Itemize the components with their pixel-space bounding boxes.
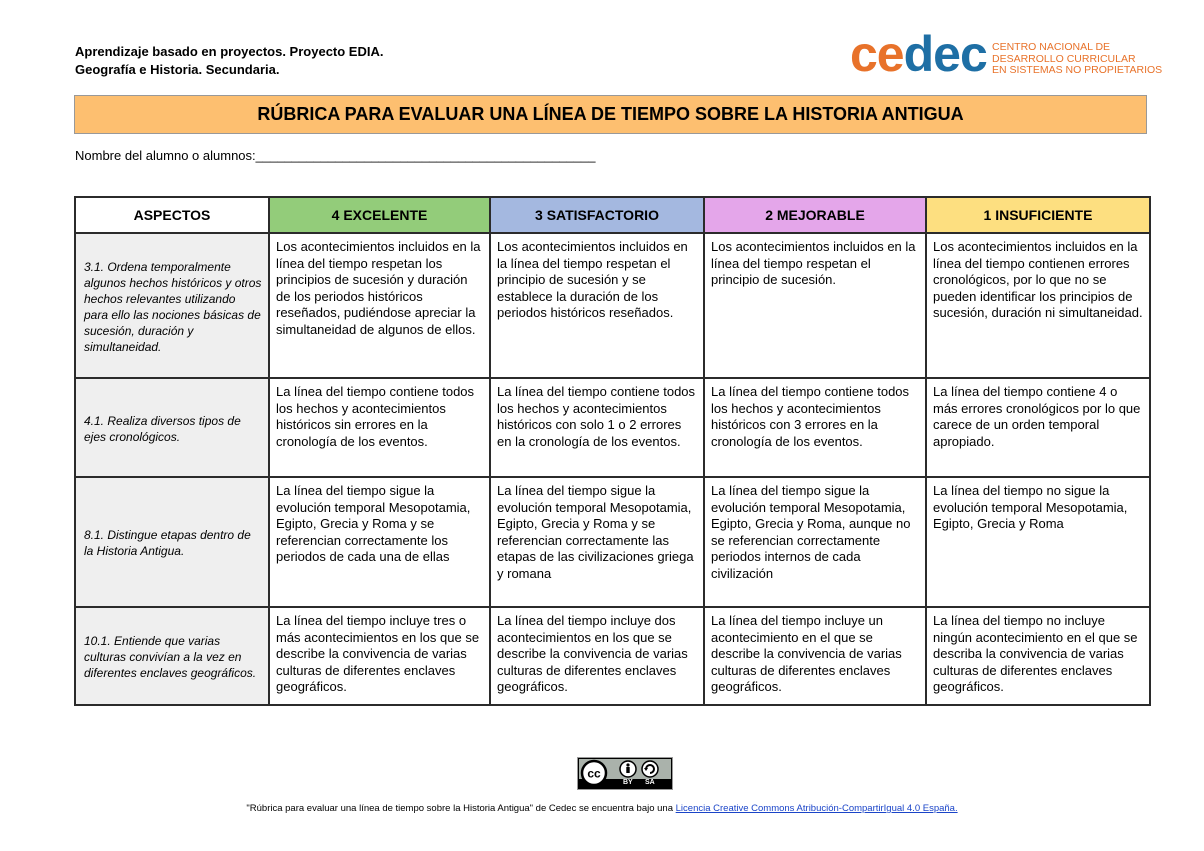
criterion-cell: La línea del tiempo contiene todos los hechos y acontecimientos históricos con solo 1 o 2 errores en la cronología de los eventos.: [490, 378, 704, 477]
header-line-project: Aprendizaje basado en proyectos. Proyecto EDIA.: [75, 44, 384, 59]
criterion-cell: Los acontecimientos incluidos en la línea del tiempo respetan el principio de sucesión.: [704, 233, 926, 378]
header-line-subject: Geografía e Historia. Secundaria.: [75, 62, 280, 77]
criterion-cell: Los acontecimientos incluidos en la línea del tiempo respetan los principios de sucesión y duración de los periodos históricos reseñados, pudiéndose apreciar la simultaneidad de algunos de ellos.: [269, 233, 490, 378]
cc-by-sa-icon: [577, 757, 673, 790]
license-link[interactable]: Licencia Creative Commons Atribución-CompartirIgual 4.0 España.: [675, 803, 958, 814]
criterion-cell: La línea del tiempo incluye tres o más acontecimientos en los que se describe la convivencia de varias culturas de diferentes enclaves geográficos.: [269, 607, 490, 705]
table-row: [75, 233, 1150, 378]
cc-by-label: BY: [623, 779, 633, 786]
aspect-cell: 10.1. Entiende que varias culturas convivían a la vez en diferentes enclaves geográficos.: [75, 607, 269, 705]
criterion-cell: La línea del tiempo sigue la evolución temporal Mesopotamia, Egipto, Grecia y Roma y se referencian correctamente las etapas de las civilizaciones griega y romana: [490, 477, 704, 607]
criterion-cell: La línea del tiempo incluye dos acontecimientos en los que se describe la convivencia de varias culturas de diferentes enclaves geográficos.: [490, 607, 704, 705]
criterion-cell: La línea del tiempo sigue la evolución temporal Mesopotamia, Egipto, Grecia y Roma, aunque no se referencian correctamente periodos internos de cada civilización: [704, 477, 926, 607]
table-header-row: [75, 197, 1150, 233]
aspect-cell: 4.1. Realiza diversos tipos de ejes cronológicos.: [75, 378, 269, 477]
criterion-cell: La línea del tiempo incluye un acontecimiento en el que se describe la convivencia de varias culturas de diferentes enclaves geográficos.: [704, 607, 926, 705]
criterion-cell: La línea del tiempo no sigue la evolución temporal Mesopotamia, Egipto, Grecia y Roma: [926, 477, 1150, 607]
student-name-line: Nombre del alumno o alumnos:_______________________________________________: [75, 148, 596, 163]
table-row: [75, 477, 1150, 607]
rubric-table: [74, 196, 1151, 706]
aspect-cell: 8.1. Distingue etapas dentro de la Historia Antigua.: [75, 477, 269, 607]
criterion-cell: Los acontecimientos incluidos en la línea del tiempo respetan el principio de sucesión y se establece la duración de los periodos históricos reseñados.: [490, 233, 704, 378]
header-satisfactorio: 3 SATISFACTORIO: [490, 197, 704, 233]
rubric-title: RÚBRICA PARA EVALUAR UNA LÍNEA DE TIEMPO SOBRE LA HISTORIA ANTIGUA: [257, 104, 964, 124]
criterion-cell: Los acontecimientos incluidos en la línea del tiempo contienen errores cronológicos, por lo que no se pueden identificar los principios de sucesión, duración ni simultaneidad.: [926, 233, 1150, 378]
header-insuficiente: 1 INSUFICIENTE: [926, 197, 1150, 233]
svg-text:cc: cc: [587, 766, 601, 781]
rubric-title-banner: [74, 95, 1147, 134]
logo-subtitle: CENTRO NACIONAL DE DESARROLLO CURRICULAR EN SISTEMAS NO PROPIETARIOS: [992, 41, 1163, 76]
header-mejorable: 2 MEJORABLE: [704, 197, 926, 233]
criterion-cell: La línea del tiempo contiene todos los hechos y acontecimientos históricos con 3 errores en la cronología de los eventos.: [704, 378, 926, 477]
table-row: [75, 607, 1150, 705]
cedec-logo: [850, 26, 1163, 82]
criterion-cell: La línea del tiempo contiene todos los hechos y acontecimientos históricos sin errores en la cronología de los eventos.: [269, 378, 490, 477]
license-footer: [0, 803, 1204, 814]
criterion-cell: La línea del tiempo sigue la evolución temporal Mesopotamia, Egipto, Grecia y Roma y se referencian correctamente los periodos de cada una de ellas: [269, 477, 490, 607]
table-row: [75, 378, 1150, 477]
header-aspects: ASPECTOS: [75, 197, 269, 233]
header-excelente: 4 EXCELENTE: [269, 197, 490, 233]
logo-wordmark: cedec: [850, 26, 987, 82]
license-text: "Rúbrica para evaluar una línea de tiempo sobre la Historia Antigua" de Cedec se encuentra bajo una: [246, 803, 676, 814]
criterion-cell: La línea del tiempo contiene 4 o más errores cronológicos por lo que carece de un orden temporal apropiado.: [926, 378, 1150, 477]
document-header: [75, 43, 383, 79]
criterion-cell: La línea del tiempo no incluye ningún acontecimiento en el que se describa la convivencia de varias culturas de diferentes enclaves geográficos.: [926, 607, 1150, 705]
aspect-cell: 3.1. Ordena temporalmente algunos hechos históricos y otros hechos relevantes utilizando para ello las nociones básicas de sucesión, duración y simultaneidad.: [75, 233, 269, 378]
cc-sa-label: SA: [645, 779, 655, 786]
